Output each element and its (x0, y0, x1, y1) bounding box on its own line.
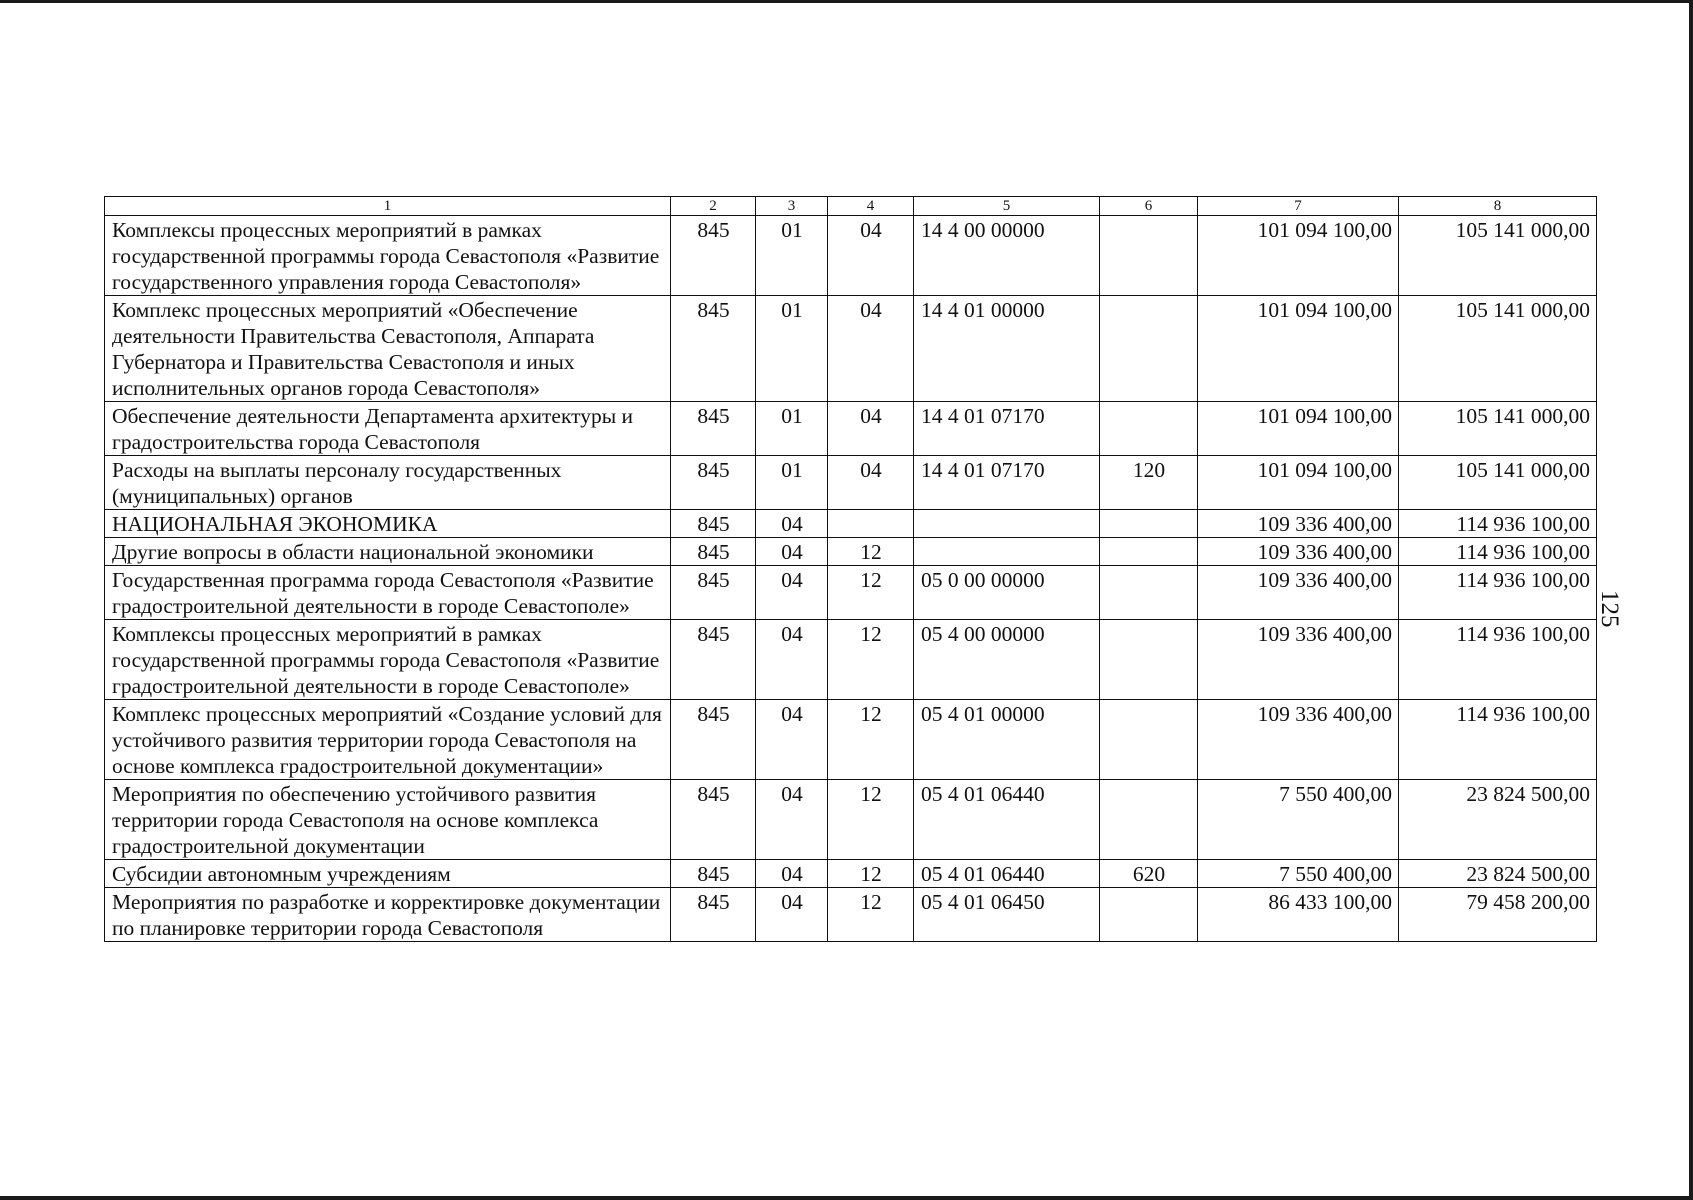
table-row (105, 620, 1597, 700)
amount-year-2-cell: 114 936 100,00 (1399, 700, 1597, 780)
subsection-code-cell: 04 (828, 456, 914, 510)
amount-year-2-cell: 114 936 100,00 (1399, 510, 1597, 538)
table-row (105, 566, 1597, 620)
column-header: 2 (671, 197, 756, 216)
expense-name-cell: Комплекс процессных мероприятий «Создание условий для устойчивого развития территории города Севастополя на основе комплекса градостроительной документации» (105, 700, 671, 780)
amount-year-1-cell: 86 433 100,00 (1198, 888, 1399, 942)
amount-year-1-cell: 109 336 400,00 (1198, 538, 1399, 566)
expense-type-code-cell (1100, 538, 1198, 566)
expense-name-cell: Мероприятия по обеспечению устойчивого развития территории города Севастополя на основе комплекса градостроительной документации (105, 780, 671, 860)
column-header: 3 (756, 197, 828, 216)
target-article-code-cell (914, 510, 1100, 538)
table-row (105, 860, 1597, 888)
amount-year-1-cell: 101 094 100,00 (1198, 296, 1399, 402)
subsection-code-cell: 12 (828, 888, 914, 942)
table-row (105, 538, 1597, 566)
expense-type-code-cell: 120 (1100, 456, 1198, 510)
amount-year-2-cell: 105 141 000,00 (1399, 296, 1597, 402)
grbs-code-cell: 845 (671, 456, 756, 510)
amount-year-1-cell: 101 094 100,00 (1198, 402, 1399, 456)
subsection-code-cell: 12 (828, 860, 914, 888)
grbs-code-cell: 845 (671, 888, 756, 942)
target-article-code-cell: 14 4 01 07170 (914, 402, 1100, 456)
expense-type-code-cell (1100, 216, 1198, 296)
amount-year-2-cell: 114 936 100,00 (1399, 538, 1597, 566)
target-article-code-cell: 05 0 00 00000 (914, 566, 1100, 620)
subsection-code-cell: 12 (828, 538, 914, 566)
table-row (105, 700, 1597, 780)
target-article-code-cell: 14 4 01 07170 (914, 456, 1100, 510)
expense-name-cell: Мероприятия по разработке и корректировке документации по планировке территории города Севастополя (105, 888, 671, 942)
grbs-code-cell: 845 (671, 860, 756, 888)
amount-year-1-cell: 7 550 400,00 (1198, 780, 1399, 860)
expense-type-code-cell (1100, 510, 1198, 538)
grbs-code-cell: 845 (671, 510, 756, 538)
target-article-code-cell: 05 4 01 06440 (914, 780, 1100, 860)
scan-border-top (0, 0, 1693, 3)
expense-name-cell: Обеспечение деятельности Департамента архитектуры и градостроительства города Севастополя (105, 402, 671, 456)
grbs-code-cell: 845 (671, 296, 756, 402)
grbs-code-cell: 845 (671, 700, 756, 780)
section-code-cell: 04 (756, 860, 828, 888)
amount-year-2-cell: 79 458 200,00 (1399, 888, 1597, 942)
table-row (105, 456, 1597, 510)
scan-border-bottom (0, 1196, 1693, 1200)
expense-name-cell: НАЦИОНАЛЬНАЯ ЭКОНОМИКА (105, 510, 671, 538)
subsection-code-cell: 12 (828, 620, 914, 700)
expense-type-code-cell (1100, 296, 1198, 402)
budget-table (104, 196, 1597, 942)
column-header: 8 (1399, 197, 1597, 216)
page-number: 125 (1596, 590, 1623, 628)
section-code-cell: 01 (756, 296, 828, 402)
amount-year-2-cell: 23 824 500,00 (1399, 780, 1597, 860)
amount-year-1-cell: 109 336 400,00 (1198, 566, 1399, 620)
grbs-code-cell: 845 (671, 216, 756, 296)
amount-year-2-cell: 105 141 000,00 (1399, 402, 1597, 456)
amount-year-1-cell: 7 550 400,00 (1198, 860, 1399, 888)
table-row (105, 888, 1597, 942)
expense-name-cell: Комплексы процессных мероприятий в рамках государственной программы города Севастополя «Развитие государственного управления города Севастополя» (105, 216, 671, 296)
expense-type-code-cell (1100, 402, 1198, 456)
grbs-code-cell: 845 (671, 538, 756, 566)
subsection-code-cell: 12 (828, 700, 914, 780)
grbs-code-cell: 845 (671, 780, 756, 860)
section-code-cell: 01 (756, 456, 828, 510)
table-row (105, 402, 1597, 456)
table-row (105, 216, 1597, 296)
column-header: 1 (105, 197, 671, 216)
column-header: 4 (828, 197, 914, 216)
amount-year-1-cell: 109 336 400,00 (1198, 620, 1399, 700)
section-code-cell: 04 (756, 700, 828, 780)
column-header: 7 (1198, 197, 1399, 216)
subsection-code-cell: 04 (828, 216, 914, 296)
section-code-cell: 01 (756, 216, 828, 296)
target-article-code-cell: 14 4 00 00000 (914, 216, 1100, 296)
target-article-code-cell: 14 4 01 00000 (914, 296, 1100, 402)
target-article-code-cell: 05 4 01 06440 (914, 860, 1100, 888)
section-code-cell: 04 (756, 888, 828, 942)
scan-border-right (1689, 0, 1693, 1200)
expense-name-cell: Расходы на выплаты персоналу государственных (муниципальных) органов (105, 456, 671, 510)
table-row (105, 296, 1597, 402)
expense-type-code-cell: 620 (1100, 860, 1198, 888)
subsection-code-cell (828, 510, 914, 538)
amount-year-1-cell: 109 336 400,00 (1198, 700, 1399, 780)
expense-type-code-cell (1100, 620, 1198, 700)
subsection-code-cell: 04 (828, 296, 914, 402)
amount-year-2-cell: 23 824 500,00 (1399, 860, 1597, 888)
column-header: 5 (914, 197, 1100, 216)
subsection-code-cell: 12 (828, 566, 914, 620)
expense-type-code-cell (1100, 780, 1198, 860)
amount-year-1-cell: 101 094 100,00 (1198, 216, 1399, 296)
section-code-cell: 04 (756, 538, 828, 566)
target-article-code-cell: 05 4 00 00000 (914, 620, 1100, 700)
amount-year-2-cell: 105 141 000,00 (1399, 216, 1597, 296)
table-row (105, 510, 1597, 538)
amount-year-2-cell: 105 141 000,00 (1399, 456, 1597, 510)
target-article-code-cell (914, 538, 1100, 566)
expense-name-cell: Комплекс процессных мероприятий «Обеспечение деятельности Правительства Севастополя, Аппарата Губернатора и Правительства Севастополя и иных исполнительных органов города Севастополя» (105, 296, 671, 402)
grbs-code-cell: 845 (671, 620, 756, 700)
expense-name-cell: Комплексы процессных мероприятий в рамках государственной программы города Севастополя «Развитие градостроительной деятельности в городе Севастополе» (105, 620, 671, 700)
section-code-cell: 04 (756, 780, 828, 860)
table-row (105, 780, 1597, 860)
budget-table-body (105, 216, 1597, 942)
section-code-cell: 04 (756, 510, 828, 538)
expense-name-cell: Государственная программа города Севастополя «Развитие градостроительной деятельности в городе Севастополе» (105, 566, 671, 620)
target-article-code-cell: 05 4 01 06450 (914, 888, 1100, 942)
amount-year-2-cell: 114 936 100,00 (1399, 566, 1597, 620)
grbs-code-cell: 845 (671, 402, 756, 456)
amount-year-1-cell: 109 336 400,00 (1198, 510, 1399, 538)
expense-type-code-cell (1100, 888, 1198, 942)
expense-type-code-cell (1100, 566, 1198, 620)
column-number-row (105, 197, 1597, 216)
amount-year-2-cell: 114 936 100,00 (1399, 620, 1597, 700)
subsection-code-cell: 12 (828, 780, 914, 860)
section-code-cell: 01 (756, 402, 828, 456)
column-header: 6 (1100, 197, 1198, 216)
section-code-cell: 04 (756, 620, 828, 700)
expense-name-cell: Субсидии автономным учреждениям (105, 860, 671, 888)
section-code-cell: 04 (756, 566, 828, 620)
subsection-code-cell: 04 (828, 402, 914, 456)
expense-name-cell: Другие вопросы в области национальной экономики (105, 538, 671, 566)
amount-year-1-cell: 101 094 100,00 (1198, 456, 1399, 510)
expense-type-code-cell (1100, 700, 1198, 780)
grbs-code-cell: 845 (671, 566, 756, 620)
target-article-code-cell: 05 4 01 00000 (914, 700, 1100, 780)
